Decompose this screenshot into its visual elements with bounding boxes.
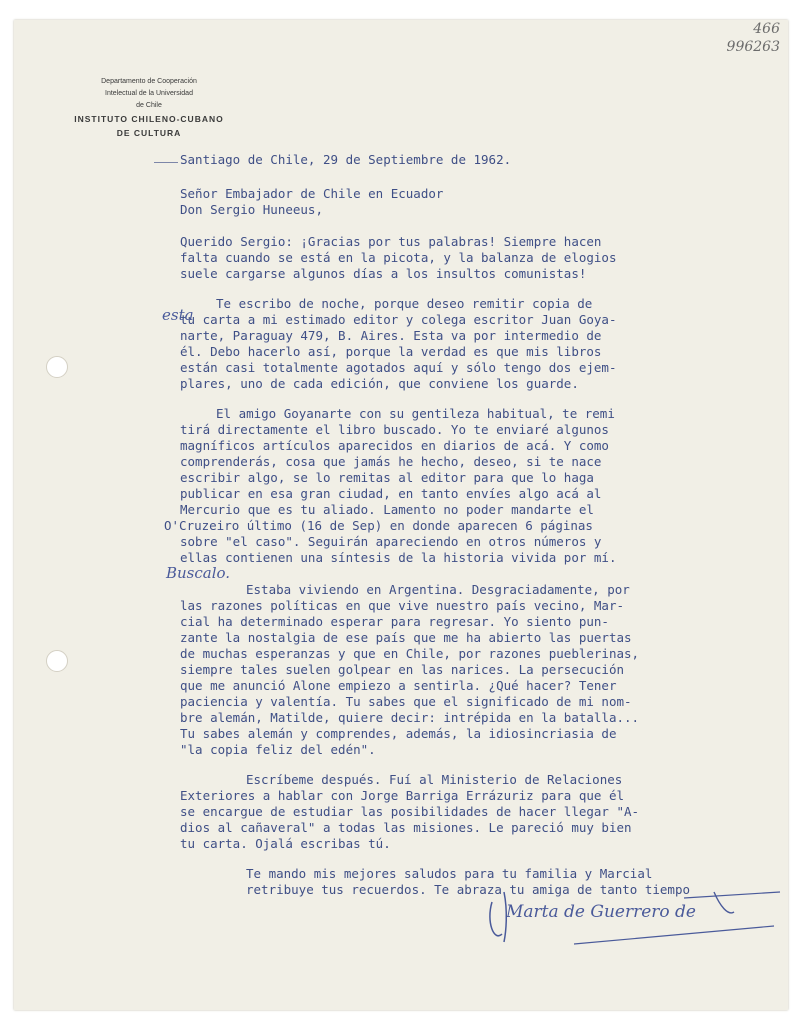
body-line: suele cargarse algunos días a los insultos comunistas! bbox=[180, 266, 587, 281]
body-line: que me anunció Alone empiezo a sentirla. ¿Qué hacer? Tener bbox=[180, 678, 617, 693]
body-line: las razones políticas en que vive nuestro país vecino, Mar- bbox=[180, 598, 625, 613]
body-line: Estaba viviendo en Argentina. Desgraciadamente, por bbox=[246, 582, 630, 597]
body-line: cial ha determinado esperar para regresar. Yo siento pun- bbox=[180, 614, 609, 629]
body-line: "la copia feliz del edén". bbox=[180, 742, 376, 757]
body-line: falta cuando se está en la picota, y la balanza de elogios bbox=[180, 250, 617, 265]
punch-hole bbox=[46, 356, 68, 378]
body-line: tirá directamente el libro buscado. Yo te enviaré algunos bbox=[180, 422, 609, 437]
archive-ref-2: 996263 bbox=[726, 39, 780, 55]
punch-hole bbox=[46, 650, 68, 672]
body-line: magníficos artículos aparecidos en diarios de acá. Y como bbox=[180, 438, 609, 453]
body-line: Querido Sergio: ¡Gracias por tus palabras! Siempre hacen bbox=[180, 234, 602, 249]
margin-note: esta bbox=[162, 306, 194, 324]
handwritten-buscalo: Buscalo. bbox=[166, 564, 231, 582]
letterhead-line: Intelectual de la Universidad bbox=[105, 90, 193, 97]
signature-text: Marta de Guerrero de bbox=[506, 902, 696, 922]
body-line: él. Debo hacerlo así, porque la verdad es que mis libros bbox=[180, 344, 602, 359]
body-line: narte, Paraguay 479, B. Aires. Esta va por intermedio de bbox=[180, 328, 602, 343]
body-line: Tu sabes alemán y comprendes, además, la idiosincriasia de bbox=[180, 726, 617, 741]
letterhead-line: Departamento de Cooperación bbox=[101, 78, 197, 85]
letter-date: Santiago de Chile, 29 de Septiembre de 1962. bbox=[180, 152, 512, 167]
date-dash bbox=[154, 162, 178, 163]
body-line: dios al cañaveral" a todas las misiones. Le pareció muy bien bbox=[180, 820, 632, 835]
body-line: retribuye tus recuerdos. Te abraza tu amiga de tanto tiempo bbox=[246, 882, 691, 897]
body-line: Escríbeme después. Fuí al Ministerio de Relaciones bbox=[246, 772, 623, 787]
letterhead-line: de Chile bbox=[136, 102, 162, 109]
body-line: O'Cruzeiro último (16 de Sep) en donde aparecen 6 páginas bbox=[164, 518, 593, 533]
body-line: comprenderás, cosa que jamás he hecho, deseo, si te nace bbox=[180, 454, 602, 469]
body-line: bre alemán, Matilde, quiere decir: intrépida en la batalla... bbox=[180, 710, 640, 725]
body-line: están casi totalmente agotados aquí y sólo tengo dos ejem- bbox=[180, 360, 617, 375]
body-line: ellas contienen una síntesis de la historia vivida por mí. bbox=[180, 550, 617, 565]
body-line: siempre tales suelen golpear en las narices. La persecución bbox=[180, 662, 625, 677]
body-line: se encargue de estudiar las posibilidades de hacer llegar "A- bbox=[180, 804, 640, 819]
body-line: de muchas esperanzas y que en Chile, por razones pueblerinas, bbox=[180, 646, 640, 661]
body-line: sobre "el caso". Seguirán apareciendo en otros números y bbox=[180, 534, 602, 549]
letterhead-institute: INSTITUTO CHILENO-CUBANO bbox=[74, 114, 224, 124]
body-line: Te mando mis mejores saludos para tu familia y Marcial bbox=[246, 866, 653, 881]
signature bbox=[484, 882, 784, 952]
body-line: El amigo Goyanarte con su gentileza habitual, te remi bbox=[216, 406, 615, 421]
body-line: zante la nostalgia de ese país que me ha abierto las puertas bbox=[180, 630, 632, 645]
body-line: tu carta a mi estimado editor y colega escritor Juan Goya- bbox=[180, 312, 617, 327]
body-line: escribir algo, se lo remitas al editor para que lo haga bbox=[180, 470, 594, 485]
body-line: plares, uno de cada edición, que conviene los guarde. bbox=[180, 376, 579, 391]
archive-reference bbox=[727, 20, 780, 56]
body-line: tu carta. Ojalá escribas tú. bbox=[180, 836, 391, 851]
archive-ref-1: 466 bbox=[753, 21, 780, 37]
recipient-line: Señor Embajador de Chile en Ecuador bbox=[180, 186, 444, 201]
body-line: paciencia y valentía. Tu sabes que el significado de mi nom- bbox=[180, 694, 632, 709]
body-line: publicar en esa gran ciudad, en tanto envíes algo acá al bbox=[180, 486, 602, 501]
body-line: Exteriores a hablar con Jorge Barriga Errázuriz para que él bbox=[180, 788, 625, 803]
letter-page bbox=[14, 20, 788, 1010]
body-line: Mercurio que es tu aliado. Lamento no poder mandarte el bbox=[180, 502, 594, 517]
letterhead-culture: DE CULTURA bbox=[116, 128, 182, 138]
letterhead bbox=[64, 76, 234, 140]
body-line: Te escribo de noche, porque deseo remitir copia de bbox=[216, 296, 593, 311]
recipient-line: Don Sergio Huneeus, bbox=[180, 202, 323, 217]
